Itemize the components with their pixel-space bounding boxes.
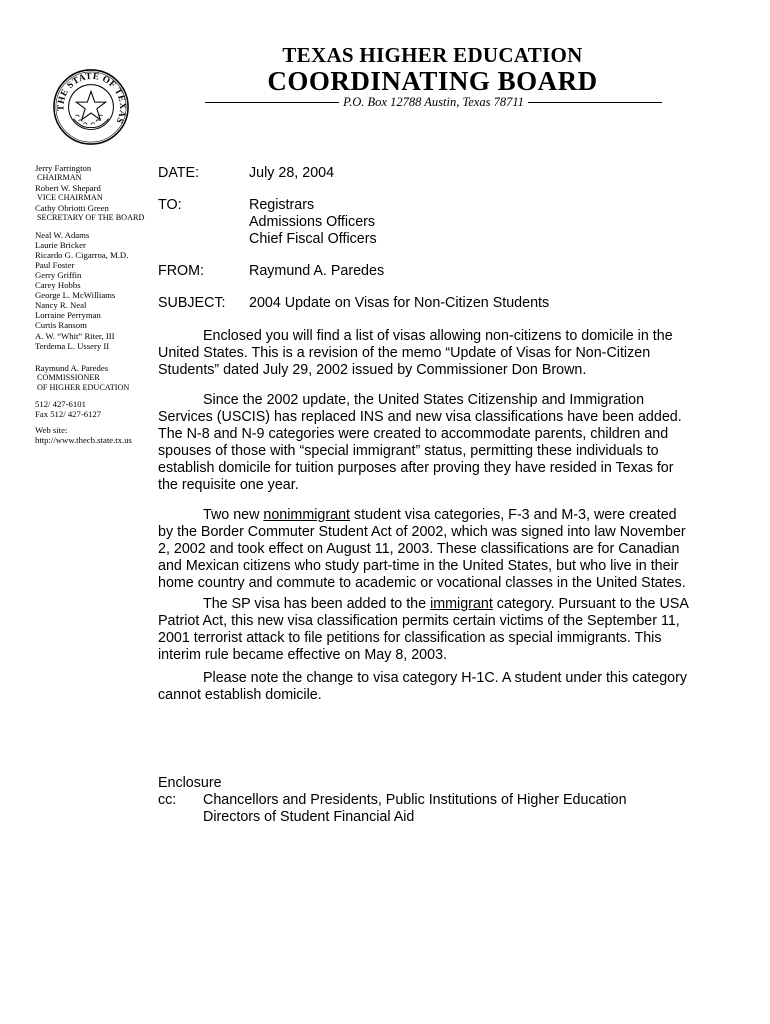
commissioner-title: OF HIGHER EDUCATION: [37, 382, 130, 392]
cc-recipient: Directors of Student Financial Aid: [203, 809, 415, 825]
board-members-list: [35, 230, 153, 351]
board-member-name: A. W. “Whit” Riter, III: [35, 330, 115, 341]
fax-number: Fax 512/ 427-6127: [35, 409, 102, 420]
paragraph-line: Patriot Act, this new visa classification permits certain victims of the September 11,: [158, 613, 680, 629]
paragraph-line: United States. This is a revision of the memo “Update of Visas for Non-Citizen: [158, 345, 651, 361]
commissioner-title: COMMISSIONER: [37, 372, 100, 382]
board-member-name: Curtis Ransom: [35, 320, 87, 331]
phone-number: 512/ 427-6101: [35, 398, 86, 409]
paragraph-line: The N-8 and N-9 categories were created to accommodate parents, children and: [158, 426, 669, 442]
address-rule-left: [205, 102, 339, 103]
cc-recipient: Chancellors and Presidents, Public Institutions of Higher Education: [203, 792, 627, 808]
board-member-name: Nancy R. Neal: [35, 300, 87, 311]
paragraph-line: [158, 507, 678, 524]
website-url: http://www.thecb.state.tx.us: [35, 435, 132, 446]
board-member-name: Cathy Obriotti Green: [35, 203, 109, 214]
board-member-title: CHAIRMAN: [37, 173, 82, 183]
paragraph-line: [158, 596, 689, 613]
paragraph-line: Please note the change to visa category H-1C. A student under this category: [203, 670, 688, 686]
paragraph-line: cannot establish domicile.: [158, 687, 322, 703]
paragraph-4: [158, 596, 689, 664]
cc-recipients: [203, 792, 627, 826]
address-rule-right: [528, 102, 662, 103]
paragraph-line: 2, 2002 and took effect on August 11, 2003. These classifications are for Canadian: [158, 541, 680, 557]
board-member-title: SECRETARY OF THE BOARD: [37, 213, 145, 223]
board-member-name: Terdema L. Ussery II: [35, 340, 110, 351]
website-block: [35, 425, 153, 445]
board-member-name: Paul Foster: [35, 259, 75, 270]
board-member-name: Ricardo G. Cigarroa, M.D.: [35, 249, 129, 260]
paragraph-line: the requisite one year.: [158, 477, 299, 493]
cc-label: cc:: [158, 792, 177, 808]
contact-block: [35, 399, 153, 419]
board-members-sidebar: [35, 163, 153, 451]
paragraph-line: establish domicile for tuition purposes after proving they have resided in Texas for: [158, 460, 674, 476]
text-run: category. Pursuant to the USA: [492, 596, 689, 612]
subject-value: 2004 Update on Visas for Non-Citizen Students: [249, 295, 550, 311]
underlined-term: nonimmigrant: [263, 507, 351, 523]
paragraph-1: [158, 328, 678, 379]
board-member-title: VICE CHAIRMAN: [37, 193, 103, 203]
recipient: Chief Fiscal Officers: [249, 231, 377, 247]
text-run: The SP visa has been added to the: [203, 596, 431, 612]
from-label: FROM:: [158, 263, 205, 279]
board-member-name: Lorraine Perryman: [35, 310, 101, 321]
from-value: Raymund A. Paredes: [249, 263, 385, 279]
board-member-name: Gerry Griffin: [35, 269, 82, 280]
organization-name-line2: COORDINATING BOARD: [267, 66, 598, 96]
paragraph-3: [158, 507, 686, 592]
underlined-term: immigrant: [430, 596, 493, 612]
paragraph-line: interim rule became effective on May 8, 2003.: [158, 647, 448, 663]
to-recipients: [249, 197, 377, 248]
paragraph-line: home country and commute to academic or vocational classes in the United States.: [158, 575, 686, 591]
commissioner-name: Raymund A. Paredes: [35, 362, 109, 373]
state-seal-logo: [52, 68, 130, 146]
paragraph-2: [158, 392, 682, 494]
board-officers: [35, 163, 153, 224]
text-run: Two new: [203, 507, 264, 523]
board-member-name: Jerry Farrington: [35, 163, 92, 173]
website-label: Web site:: [35, 425, 68, 436]
paragraph-line: Students” dated July 29, 2002 issued by Commissioner Don Brown.: [158, 362, 587, 378]
seal-text: THE STATE OF TEXAS: [56, 71, 128, 126]
paragraph-line: Enclosed you will find a list of visas allowing non-citizens to domicile in the: [203, 328, 673, 344]
text-run: student visa categories, F-3 and M-3, were created: [350, 507, 677, 523]
board-member-name: George L. McWilliams: [35, 290, 116, 301]
letterhead-address-row: [205, 94, 662, 110]
paragraph-line: spouses of those with “special immigrant” status, permitting these individuals to: [158, 443, 659, 459]
paragraph-line: Services (USCIS) has replaced INS and new visa classifications have been added.: [158, 409, 682, 425]
board-member-name: Laurie Bricker: [35, 239, 86, 250]
board-member-name: Neal W. Adams: [35, 229, 90, 240]
paragraph-5: [158, 670, 688, 704]
recipient: Registrars: [249, 197, 315, 213]
paragraph-line: and Mexican citizens who study part-time in the United States, but who live in their: [158, 558, 679, 574]
date-value: July 28, 2004: [249, 165, 335, 181]
board-member-name: Carey Hobbs: [35, 280, 81, 291]
enclosure-note: Enclosure: [158, 775, 222, 791]
paragraph-line: 2001 terrorist attack to file petitions for classification as special immigrants. This: [158, 630, 662, 646]
mailing-address: P.O. Box 12788 Austin, Texas 78711: [343, 94, 524, 109]
date-label: DATE:: [158, 165, 200, 181]
board-member-name: Robert W. Shepard: [35, 183, 101, 194]
paragraph-line: Since the 2002 update, the United States Citizenship and Immigration: [203, 392, 645, 408]
paragraph-line: by the Border Commuter Student Act of 2002, which was signed into law November: [158, 524, 686, 540]
recipient: Admissions Officers: [249, 214, 376, 230]
subject-label: SUBJECT:: [158, 295, 226, 311]
to-label: TO:: [158, 197, 182, 213]
organization-name-line1: TEXAS HIGHER EDUCATION: [282, 43, 583, 67]
commissioner-block: [35, 363, 153, 393]
